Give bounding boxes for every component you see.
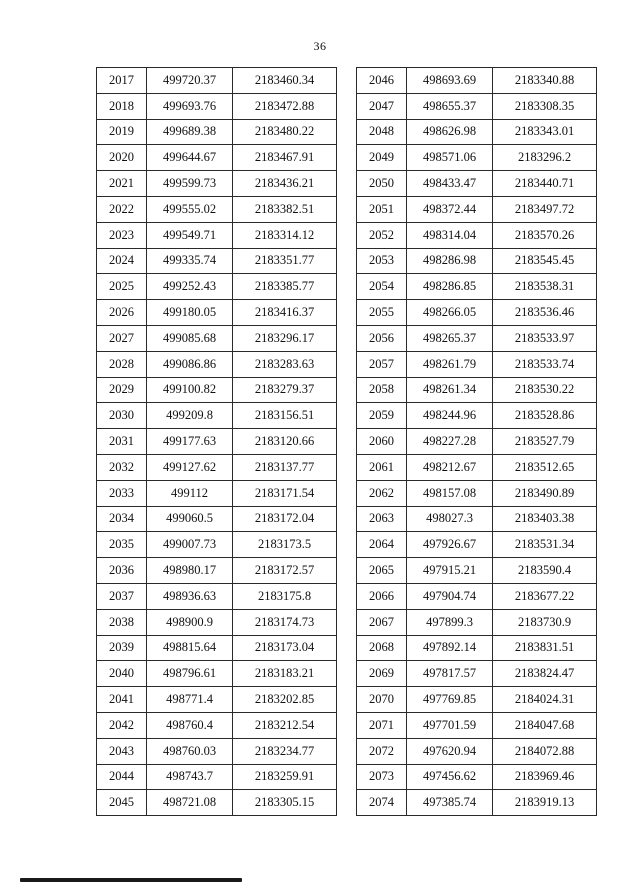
point-id-cell: 2020 [97, 145, 147, 171]
x-coordinate-cell: 499335.74 [147, 248, 233, 274]
x-coordinate-cell: 497385.74 [407, 790, 493, 816]
point-id-cell: 2047 [357, 93, 407, 119]
x-coordinate-cell: 498760.4 [147, 712, 233, 738]
table-row [357, 790, 597, 816]
point-id-cell: 2069 [357, 661, 407, 687]
y-coordinate-cell: 2183259.91 [233, 764, 337, 790]
table-row [97, 583, 337, 609]
point-id-cell: 2035 [97, 532, 147, 558]
table-row [97, 480, 337, 506]
x-coordinate-cell: 497620.94 [407, 738, 493, 764]
point-id-cell: 2071 [357, 712, 407, 738]
point-id-cell: 2017 [97, 68, 147, 94]
point-id-cell: 2034 [97, 506, 147, 532]
y-coordinate-cell: 2183730.9 [493, 609, 597, 635]
point-id-cell: 2033 [97, 480, 147, 506]
table-row [97, 403, 337, 429]
table-row [97, 558, 337, 584]
y-coordinate-cell: 2183831.51 [493, 635, 597, 661]
table-row [97, 325, 337, 351]
x-coordinate-cell: 497904.74 [407, 583, 493, 609]
point-id-cell: 2061 [357, 454, 407, 480]
point-id-cell: 2056 [357, 325, 407, 351]
point-id-cell: 2049 [357, 145, 407, 171]
point-id-cell: 2050 [357, 171, 407, 197]
table-row [357, 635, 597, 661]
y-coordinate-cell: 2183308.35 [493, 93, 597, 119]
point-id-cell: 2021 [97, 171, 147, 197]
point-id-cell: 2066 [357, 583, 407, 609]
point-id-cell: 2055 [357, 300, 407, 326]
table-row [357, 300, 597, 326]
table-row [357, 145, 597, 171]
table-row [357, 93, 597, 119]
x-coordinate-cell: 499693.76 [147, 93, 233, 119]
table-row [357, 480, 597, 506]
y-coordinate-cell: 2183120.66 [233, 429, 337, 455]
point-id-cell: 2053 [357, 248, 407, 274]
y-coordinate-cell: 2183382.51 [233, 196, 337, 222]
y-coordinate-cell: 2183173.5 [233, 532, 337, 558]
coordinate-table-right [356, 67, 597, 816]
point-id-cell: 2043 [97, 738, 147, 764]
table-row [97, 119, 337, 145]
x-coordinate-cell: 498227.28 [407, 429, 493, 455]
x-coordinate-cell: 499720.37 [147, 68, 233, 94]
table-row [97, 300, 337, 326]
x-coordinate-cell: 498571.06 [407, 145, 493, 171]
y-coordinate-cell: 2183403.38 [493, 506, 597, 532]
table-row [357, 351, 597, 377]
x-coordinate-cell: 499007.73 [147, 532, 233, 558]
y-coordinate-cell: 2183212.54 [233, 712, 337, 738]
point-id-cell: 2067 [357, 609, 407, 635]
y-coordinate-cell: 2183234.77 [233, 738, 337, 764]
table-row [357, 712, 597, 738]
y-coordinate-cell: 2183305.15 [233, 790, 337, 816]
y-coordinate-cell: 2183173.04 [233, 635, 337, 661]
x-coordinate-cell: 497769.85 [407, 687, 493, 713]
y-coordinate-cell: 2183436.21 [233, 171, 337, 197]
y-coordinate-cell: 2183416.37 [233, 300, 337, 326]
table-row [97, 68, 337, 94]
x-coordinate-cell: 498760.03 [147, 738, 233, 764]
y-coordinate-cell: 2184047.68 [493, 712, 597, 738]
y-coordinate-cell: 2183545.45 [493, 248, 597, 274]
point-id-cell: 2070 [357, 687, 407, 713]
y-coordinate-cell: 2183283.63 [233, 351, 337, 377]
table-row [97, 609, 337, 635]
y-coordinate-cell: 2183174.73 [233, 609, 337, 635]
x-coordinate-cell: 498244.96 [407, 403, 493, 429]
x-coordinate-cell: 498721.08 [147, 790, 233, 816]
point-id-cell: 2065 [357, 558, 407, 584]
x-coordinate-cell: 497915.21 [407, 558, 493, 584]
x-coordinate-cell: 499180.05 [147, 300, 233, 326]
table-row [97, 661, 337, 687]
table-row [97, 93, 337, 119]
y-coordinate-cell: 2183536.46 [493, 300, 597, 326]
table-row [357, 68, 597, 94]
y-coordinate-cell: 2183677.22 [493, 583, 597, 609]
table-row [97, 712, 337, 738]
x-coordinate-cell: 498261.79 [407, 351, 493, 377]
y-coordinate-cell: 2183460.34 [233, 68, 337, 94]
x-coordinate-cell: 499177.63 [147, 429, 233, 455]
y-coordinate-cell: 2183590.4 [493, 558, 597, 584]
point-id-cell: 2018 [97, 93, 147, 119]
y-coordinate-cell: 2183296.2 [493, 145, 597, 171]
table-row [357, 532, 597, 558]
table-row [97, 454, 337, 480]
point-id-cell: 2062 [357, 480, 407, 506]
page-number: 36 [313, 39, 327, 53]
point-id-cell: 2028 [97, 351, 147, 377]
x-coordinate-cell: 498743.7 [147, 764, 233, 790]
x-coordinate-cell: 498771.4 [147, 687, 233, 713]
x-coordinate-cell: 497456.62 [407, 764, 493, 790]
table-row [357, 196, 597, 222]
y-coordinate-cell: 2183533.74 [493, 351, 597, 377]
table-row [97, 377, 337, 403]
x-coordinate-cell: 498027.3 [407, 506, 493, 532]
table-row [97, 738, 337, 764]
y-coordinate-cell: 2183351.77 [233, 248, 337, 274]
point-id-cell: 2068 [357, 635, 407, 661]
x-coordinate-cell: 497926.67 [407, 532, 493, 558]
point-id-cell: 2041 [97, 687, 147, 713]
point-id-cell: 2073 [357, 764, 407, 790]
y-coordinate-cell: 2183480.22 [233, 119, 337, 145]
y-coordinate-cell: 2183279.37 [233, 377, 337, 403]
x-coordinate-cell: 497899.3 [407, 609, 493, 635]
y-coordinate-cell: 2184072.88 [493, 738, 597, 764]
point-id-cell: 2023 [97, 222, 147, 248]
table-row [97, 687, 337, 713]
y-coordinate-cell: 2183343.01 [493, 119, 597, 145]
x-coordinate-cell: 498286.98 [407, 248, 493, 274]
table-row [357, 325, 597, 351]
table-row [357, 119, 597, 145]
table-row [357, 738, 597, 764]
table-row [357, 764, 597, 790]
table-row [357, 377, 597, 403]
x-coordinate-cell: 499555.02 [147, 196, 233, 222]
y-coordinate-cell: 2183314.12 [233, 222, 337, 248]
x-coordinate-cell: 498212.67 [407, 454, 493, 480]
y-coordinate-cell: 2183538.31 [493, 274, 597, 300]
point-id-cell: 2038 [97, 609, 147, 635]
y-coordinate-cell: 2183172.04 [233, 506, 337, 532]
point-id-cell: 2039 [97, 635, 147, 661]
table-row [97, 635, 337, 661]
table-row [97, 764, 337, 790]
point-id-cell: 2059 [357, 403, 407, 429]
point-id-cell: 2024 [97, 248, 147, 274]
x-coordinate-cell: 499100.82 [147, 377, 233, 403]
table-row [357, 171, 597, 197]
coordinate-table-left [96, 67, 337, 816]
x-coordinate-cell: 499085.68 [147, 325, 233, 351]
y-coordinate-cell: 2183137.77 [233, 454, 337, 480]
x-coordinate-cell: 499689.38 [147, 119, 233, 145]
table-row [97, 196, 337, 222]
x-coordinate-cell: 499599.73 [147, 171, 233, 197]
y-coordinate-cell: 2183467.91 [233, 145, 337, 171]
point-id-cell: 2037 [97, 583, 147, 609]
table-row [97, 532, 337, 558]
y-coordinate-cell: 2183340.88 [493, 68, 597, 94]
y-coordinate-cell: 2183527.79 [493, 429, 597, 455]
y-coordinate-cell: 2183171.54 [233, 480, 337, 506]
y-coordinate-cell: 2183824.47 [493, 661, 597, 687]
table-row [97, 790, 337, 816]
x-coordinate-cell: 497817.57 [407, 661, 493, 687]
point-id-cell: 2045 [97, 790, 147, 816]
y-coordinate-cell: 2183528.86 [493, 403, 597, 429]
point-id-cell: 2031 [97, 429, 147, 455]
x-coordinate-cell: 498266.05 [407, 300, 493, 326]
x-coordinate-cell: 497701.59 [407, 712, 493, 738]
point-id-cell: 2030 [97, 403, 147, 429]
point-id-cell: 2058 [357, 377, 407, 403]
point-id-cell: 2027 [97, 325, 147, 351]
table-row [357, 609, 597, 635]
x-coordinate-cell: 499209.8 [147, 403, 233, 429]
table-row [357, 558, 597, 584]
table-row [357, 454, 597, 480]
y-coordinate-cell: 2183385.77 [233, 274, 337, 300]
x-coordinate-cell: 498796.61 [147, 661, 233, 687]
y-coordinate-cell: 2183531.34 [493, 532, 597, 558]
y-coordinate-cell: 2183969.46 [493, 764, 597, 790]
table-row [97, 274, 337, 300]
x-coordinate-cell: 498936.63 [147, 583, 233, 609]
table-row [357, 429, 597, 455]
point-id-cell: 2074 [357, 790, 407, 816]
x-coordinate-cell: 499644.67 [147, 145, 233, 171]
table-row [97, 506, 337, 532]
x-coordinate-cell: 498157.08 [407, 480, 493, 506]
x-coordinate-cell: 498372.44 [407, 196, 493, 222]
table-row [97, 222, 337, 248]
x-coordinate-cell: 498433.47 [407, 171, 493, 197]
point-id-cell: 2029 [97, 377, 147, 403]
y-coordinate-cell: 2183512.65 [493, 454, 597, 480]
point-id-cell: 2046 [357, 68, 407, 94]
point-id-cell: 2057 [357, 351, 407, 377]
bottom-rule [20, 878, 242, 882]
table-row [97, 248, 337, 274]
x-coordinate-cell: 498900.9 [147, 609, 233, 635]
table-row [97, 145, 337, 171]
point-id-cell: 2063 [357, 506, 407, 532]
point-id-cell: 2054 [357, 274, 407, 300]
point-id-cell: 2051 [357, 196, 407, 222]
x-coordinate-cell: 499060.5 [147, 506, 233, 532]
point-id-cell: 2036 [97, 558, 147, 584]
x-coordinate-cell: 498655.37 [407, 93, 493, 119]
point-id-cell: 2040 [97, 661, 147, 687]
point-id-cell: 2072 [357, 738, 407, 764]
y-coordinate-cell: 2183440.71 [493, 171, 597, 197]
y-coordinate-cell: 2183919.13 [493, 790, 597, 816]
y-coordinate-cell: 2183202.85 [233, 687, 337, 713]
point-id-cell: 2032 [97, 454, 147, 480]
table-row [97, 429, 337, 455]
x-coordinate-cell: 498626.98 [407, 119, 493, 145]
point-id-cell: 2025 [97, 274, 147, 300]
y-coordinate-cell: 2183497.72 [493, 196, 597, 222]
point-id-cell: 2052 [357, 222, 407, 248]
table-row [357, 222, 597, 248]
point-id-cell: 2026 [97, 300, 147, 326]
table-row [357, 403, 597, 429]
point-id-cell: 2022 [97, 196, 147, 222]
table-row [357, 687, 597, 713]
table-row [357, 274, 597, 300]
y-coordinate-cell: 2183530.22 [493, 377, 597, 403]
table-row [357, 248, 597, 274]
x-coordinate-cell: 497892.14 [407, 635, 493, 661]
x-coordinate-cell: 498693.69 [407, 68, 493, 94]
y-coordinate-cell: 2183472.88 [233, 93, 337, 119]
point-id-cell: 2019 [97, 119, 147, 145]
point-id-cell: 2042 [97, 712, 147, 738]
table-row [357, 661, 597, 687]
x-coordinate-cell: 498261.34 [407, 377, 493, 403]
x-coordinate-cell: 499549.71 [147, 222, 233, 248]
y-coordinate-cell: 2183156.51 [233, 403, 337, 429]
point-id-cell: 2064 [357, 532, 407, 558]
point-id-cell: 2044 [97, 764, 147, 790]
x-coordinate-cell: 499112 [147, 480, 233, 506]
y-coordinate-cell: 2183570.26 [493, 222, 597, 248]
x-coordinate-cell: 498265.37 [407, 325, 493, 351]
y-coordinate-cell: 2183172.57 [233, 558, 337, 584]
x-coordinate-cell: 499252.43 [147, 274, 233, 300]
table-row [97, 171, 337, 197]
x-coordinate-cell: 498314.04 [407, 222, 493, 248]
y-coordinate-cell: 2183533.97 [493, 325, 597, 351]
point-id-cell: 2060 [357, 429, 407, 455]
x-coordinate-cell: 498980.17 [147, 558, 233, 584]
y-coordinate-cell: 2183175.8 [233, 583, 337, 609]
y-coordinate-cell: 2183490.89 [493, 480, 597, 506]
x-coordinate-cell: 498286.85 [407, 274, 493, 300]
table-row [97, 351, 337, 377]
y-coordinate-cell: 2183296.17 [233, 325, 337, 351]
x-coordinate-cell: 498815.64 [147, 635, 233, 661]
x-coordinate-cell: 499086.86 [147, 351, 233, 377]
y-coordinate-cell: 2184024.31 [493, 687, 597, 713]
x-coordinate-cell: 499127.62 [147, 454, 233, 480]
table-row [357, 583, 597, 609]
table-row [357, 506, 597, 532]
point-id-cell: 2048 [357, 119, 407, 145]
y-coordinate-cell: 2183183.21 [233, 661, 337, 687]
